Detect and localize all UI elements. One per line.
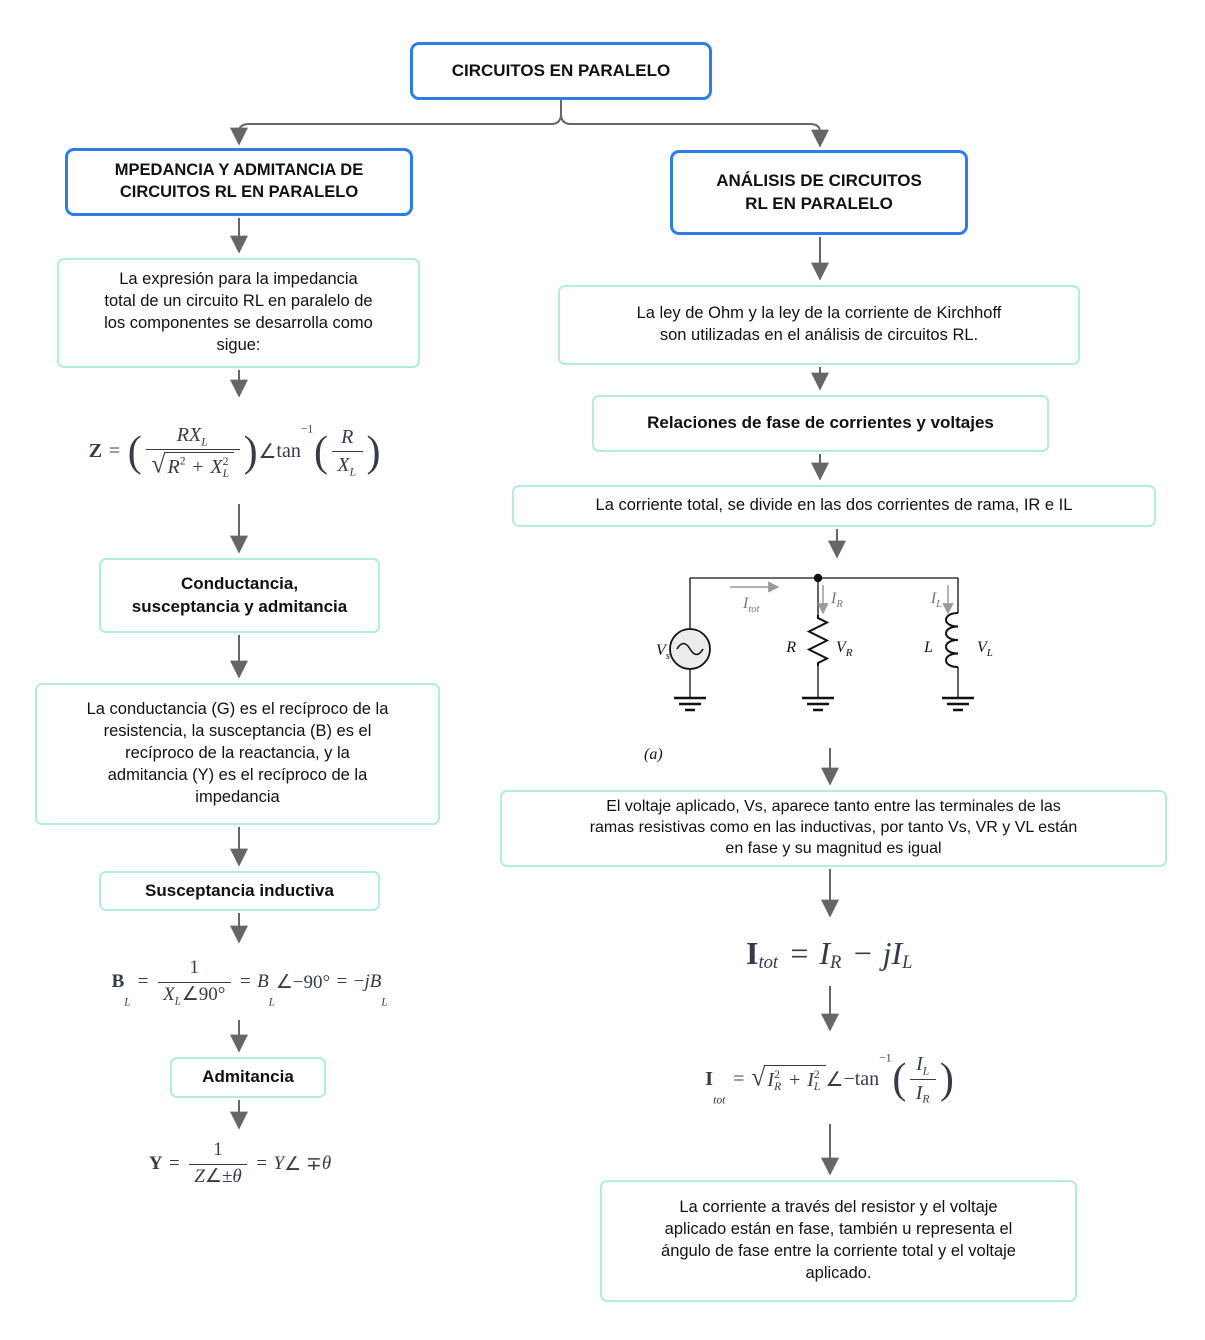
node-dot: [814, 574, 822, 582]
il-label: $I_L$: [930, 590, 942, 610]
node-left-header: MPEDANCIA Y ADMITANCIA DE CIRCUITOS RL EN PARALELO: [65, 148, 413, 216]
node-fase-header: Relaciones de fase de corrientes y voltajes: [592, 395, 1049, 452]
formula-susceptancia-bl: B L = 1 X L ∠90° = B L ∠−90° = − jB L: [111, 957, 388, 1009]
formula-itot-magnitude: I tot = √ I 2 R + I 2 L ∠ −tan −1 ( I L I R ): [705, 1051, 954, 1107]
node-conductancia-header: Conductancia, susceptancia y admitancia: [99, 558, 380, 633]
ac-source: [670, 629, 710, 669]
l-label: L: [924, 639, 933, 656]
node-title: [410, 42, 712, 100]
formula-itot: I tot = I R − jI L: [746, 934, 913, 973]
page-title: CIRCUITOS EN PARALELO: [451, 60, 671, 80]
node-admitancia-header: Admitancia: [170, 1057, 326, 1098]
ir-label: $I_R$: [831, 590, 843, 610]
parallel-rl-circuit-figure: [630, 563, 1050, 763]
vs-label: $V_s$: [655, 642, 670, 662]
r-label: R: [786, 639, 796, 656]
node-susceptancia-header: Susceptancia inductiva: [99, 871, 380, 911]
ground-symbols: [674, 698, 974, 710]
vr-label: $V_R$: [836, 639, 853, 659]
node-ohm-kirchhoff: La ley de Ohm y la ley de la corriente de Kirchhoff son utilizadas en el análisis de circuitos RL.: [558, 285, 1080, 365]
itot-label: $I_{tot}$: [743, 595, 760, 615]
figure-caption: (a): [644, 746, 663, 763]
node-corriente-total: La corriente total, se divide en las dos corrientes de rama, IR e IL: [512, 485, 1156, 527]
resistor-symbol: [809, 615, 827, 666]
formula-impedance-z: Z = ( RX L √ R 2 + X 2 L ) ∠ tan −1 ( R X L ): [88, 422, 381, 480]
node-voltaje-aplicado: El voltaje aplicado, Vs, aparece tanto entre las terminales de las ramas resistivas como en las inductivas, por tanto Vs, VR y VL están en fase y su magnitud es igual: [500, 790, 1167, 867]
vl-label: $V_L$: [977, 639, 993, 659]
formula-admitancia-y: Y = 1 Z ∠± θ = Y ∠ ∓ θ: [148, 1139, 332, 1188]
node-corriente-resistor: La corriente a través del resistor y el voltaje aplicado están en fase, también u representa el ángulo de fase entre la corriente total y el voltaje aplicado.: [600, 1180, 1077, 1302]
inductor-symbol: [946, 613, 958, 667]
node-left-intro: La expresión para la impedancia total de un circuito RL en paralelo de los componentes se desarrolla como sigue:: [57, 258, 420, 368]
node-conductancia-text: La conductancia (G) es el recíproco de la resistencia, la susceptancia (B) es el recíproco de la reactancia, y la admitancia (Y) es el recíproco de la impedancia: [35, 683, 440, 825]
node-right-header: ANÁLISIS DE CIRCUITOS RL EN PARALELO: [670, 150, 968, 235]
